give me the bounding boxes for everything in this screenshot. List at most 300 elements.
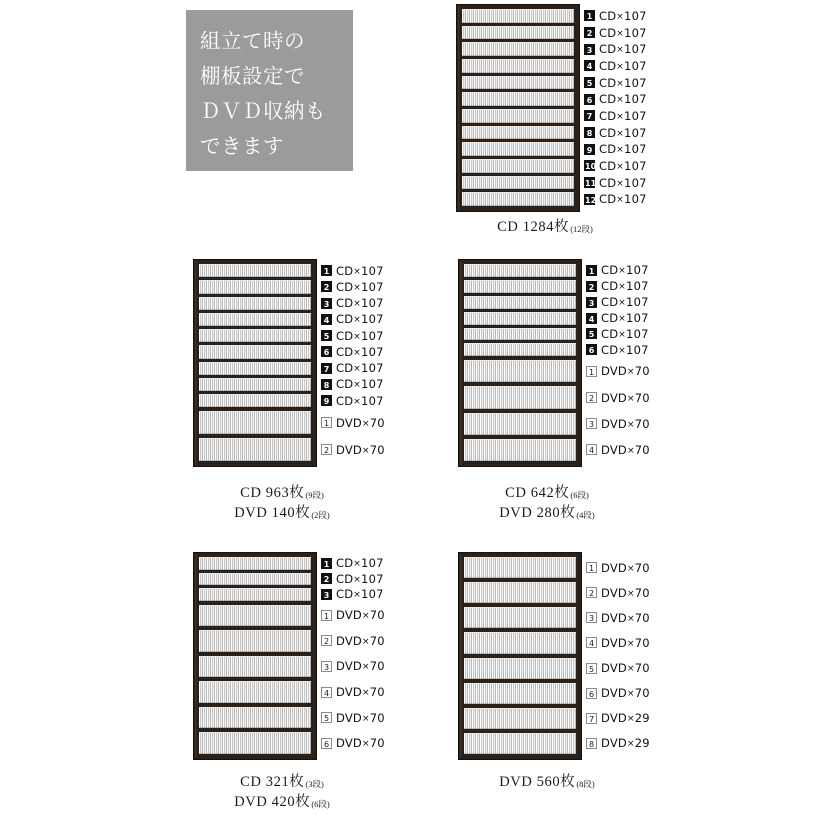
shelf-row-label (321, 264, 384, 278)
row-number-badge: 2 (584, 27, 595, 38)
row-number-badge: 10 (585, 162, 597, 172)
shelf-row-label (321, 556, 384, 570)
row-number-badge: 12 (585, 195, 597, 205)
media-type: DVD (336, 685, 362, 700)
media-type: CD (336, 393, 354, 408)
shelf-row-label (321, 329, 384, 343)
media-count: 107 (626, 342, 649, 357)
shelf-row-cd (462, 159, 574, 173)
row-number-badge: 8 (321, 379, 332, 390)
media-type: DVD (601, 560, 627, 575)
shelf-row-label (586, 661, 650, 675)
shelf-row-dvd (464, 582, 576, 603)
media-count: 107 (361, 279, 384, 294)
multiply-icon: × (616, 61, 625, 72)
row-number-badge: 3 (586, 418, 597, 429)
media-type: CD (599, 142, 617, 157)
shelf-row-cd (462, 192, 574, 206)
row-number-badge: 5 (586, 663, 597, 674)
media-count: 70 (634, 442, 650, 457)
row-number-badge: 5 (584, 77, 595, 88)
shelf-row-label (584, 192, 647, 206)
multiply-icon: × (361, 611, 370, 622)
note-line: ＤＶＤ収納も (200, 99, 326, 123)
media-count: 107 (624, 158, 647, 173)
row-number-badge: 3 (321, 298, 332, 309)
media-count: 107 (361, 312, 384, 327)
media-type: CD (599, 8, 617, 23)
row-capacity-text (336, 377, 384, 391)
media-type: DVD (601, 610, 627, 625)
row-number-badge: 1 (321, 417, 332, 428)
multiply-icon: × (353, 396, 362, 407)
shelf-row-cd (462, 76, 574, 90)
shelf-row-dvd (199, 411, 311, 434)
shelf-row-label (321, 711, 385, 725)
shelf-row-dvd (464, 632, 576, 653)
shelf-row-dvd (199, 605, 311, 627)
row-number-badge: 4 (586, 313, 597, 324)
row-capacity-text (599, 109, 647, 123)
row-capacity-text (336, 634, 385, 648)
row-capacity-text (601, 391, 650, 405)
media-type: CD (336, 279, 354, 294)
media-count: 107 (361, 377, 384, 392)
shelf-row-label (321, 377, 384, 391)
shelf-row-label (321, 634, 385, 648)
shelf-row-dvd (199, 630, 311, 652)
multiply-icon: × (353, 299, 362, 310)
multiply-icon: × (616, 145, 625, 156)
media-count: 107 (624, 25, 647, 40)
media-type: CD (599, 92, 617, 107)
row-capacity-text (599, 126, 647, 140)
shelf-row-cd (199, 573, 311, 586)
row-capacity-text (601, 561, 650, 575)
shelf-row-cd (199, 345, 311, 358)
media-type: DVD (601, 686, 627, 701)
shelf-row-label (321, 296, 384, 310)
shelf-row-label (584, 26, 647, 40)
caption-line (192, 504, 372, 524)
media-type: CD (599, 175, 617, 190)
shelf-row-label (586, 364, 650, 378)
media-count: 107 (361, 263, 384, 278)
row-number-badge: 9 (584, 144, 595, 155)
shelf-row-dvd (464, 683, 576, 704)
caption-tier-count: (2段) (311, 510, 330, 520)
shelf-diagram (456, 4, 674, 212)
multiply-icon: × (618, 345, 627, 356)
shelf-row-cd (199, 313, 311, 326)
shelf-unit (458, 552, 582, 760)
row-number-badge: 6 (584, 94, 595, 105)
shelf-row-label (584, 92, 647, 106)
media-count: 107 (624, 125, 647, 140)
media-type: CD (336, 263, 354, 278)
shelf-row-dvd (464, 413, 576, 435)
shelf-row-cd (464, 328, 576, 341)
media-count: 29 (634, 711, 650, 726)
media-type: CD (599, 25, 617, 40)
multiply-icon: × (626, 393, 635, 404)
row-capacity-text (601, 263, 649, 277)
row-number-badge: 6 (586, 344, 597, 355)
caption-line (457, 773, 637, 793)
media-type: DVD (336, 415, 362, 430)
caption-tier-count: (6段) (311, 799, 330, 809)
row-capacity-text (336, 685, 385, 699)
media-count: 107 (624, 192, 647, 207)
row-capacity-text (336, 296, 384, 310)
shelf-row-label (584, 76, 647, 90)
media-type: CD (599, 158, 617, 173)
row-capacity-text (336, 394, 384, 408)
media-type: DVD (601, 442, 627, 457)
media-type: DVD (601, 585, 627, 600)
shelf-diagram (458, 259, 676, 467)
row-capacity-text (599, 176, 647, 190)
shelf-row-dvd (199, 656, 311, 678)
row-number-badge: 5 (321, 712, 332, 723)
row-capacity-text (336, 556, 384, 570)
shelf-row-label (586, 295, 649, 309)
caption-total: DVD 140枚 (234, 505, 311, 521)
shelf-unit (193, 259, 317, 467)
media-type: DVD (336, 442, 362, 457)
shelf-row-cd (199, 394, 311, 407)
media-type: CD (336, 377, 354, 392)
shelf-row-label (321, 685, 385, 699)
caption-total: DVD 280枚 (499, 505, 576, 521)
media-count: 107 (361, 556, 384, 571)
row-capacity-text (336, 361, 384, 375)
multiply-icon: × (361, 445, 370, 456)
row-number-badge: 6 (321, 346, 332, 357)
row-capacity-text (336, 329, 384, 343)
media-count: 70 (634, 416, 650, 431)
media-type: CD (601, 279, 619, 294)
row-number-badge: 2 (321, 281, 332, 292)
shelf-diagram (458, 552, 676, 760)
shelf-row-label (586, 736, 650, 750)
multiply-icon: × (361, 662, 370, 673)
note-line: 組立て時の (200, 29, 305, 53)
caption-tier-count: (9段) (305, 490, 324, 500)
shelf-row-label (321, 608, 385, 622)
multiply-icon: × (616, 95, 625, 106)
row-number-badge: 6 (321, 738, 332, 749)
row-number-badge: 4 (321, 687, 332, 698)
media-count: 70 (369, 608, 385, 623)
media-type: CD (601, 326, 619, 341)
row-capacity-text (601, 686, 650, 700)
multiply-icon: × (626, 419, 635, 430)
shelf-row-cd (199, 264, 311, 277)
shelf-row-cd (462, 26, 574, 40)
media-type: CD (336, 361, 354, 376)
multiply-icon: × (616, 128, 625, 139)
media-count: 70 (634, 585, 650, 600)
shelf-row-cd (199, 378, 311, 391)
multiply-icon: × (616, 195, 625, 206)
shelf-row-dvd (464, 557, 576, 578)
shelf-row-label (584, 59, 647, 73)
media-type: CD (599, 58, 617, 73)
shelf-row-label (321, 312, 384, 326)
shelf-row-label (586, 343, 649, 357)
shelf-row-label (321, 416, 385, 430)
media-count: 107 (626, 263, 649, 278)
shelf-row-cd (199, 362, 311, 375)
diagram-caption (192, 773, 372, 813)
media-count: 70 (634, 686, 650, 701)
media-count: 70 (634, 560, 650, 575)
shelf-row-dvd (199, 732, 311, 754)
media-count: 70 (369, 736, 385, 751)
media-count: 107 (361, 361, 384, 376)
shelf-diagram (193, 259, 411, 467)
shelf-row-dvd (464, 708, 576, 729)
media-type: CD (599, 75, 617, 90)
diagram-caption (455, 218, 635, 238)
media-type: DVD (601, 364, 627, 379)
shelf-row-cd (464, 280, 576, 293)
shelf-row-label (586, 711, 650, 725)
shelf-row-cd (199, 557, 311, 570)
row-number-badge: 8 (586, 738, 597, 749)
caption-line (192, 793, 372, 813)
row-number-badge: 7 (584, 110, 595, 121)
media-type: DVD (336, 633, 362, 648)
shelf-row-cd (462, 142, 574, 156)
caption-total: CD 963枚 (240, 485, 305, 501)
shelf-row-label (584, 9, 647, 23)
row-capacity-text (336, 587, 384, 601)
row-capacity-text (599, 76, 647, 90)
caption-tier-count: (3段) (305, 779, 324, 789)
media-count: 70 (634, 390, 650, 405)
multiply-icon: × (618, 298, 627, 309)
media-type: CD (336, 587, 354, 602)
multiply-icon: × (626, 689, 635, 700)
multiply-icon: × (618, 329, 627, 340)
shelf-row-label (584, 126, 647, 140)
row-capacity-text (601, 736, 650, 750)
shelf-row-cd (199, 588, 311, 601)
shelf-row-label (586, 263, 649, 277)
media-count: 70 (369, 442, 385, 457)
media-count: 70 (369, 685, 385, 700)
row-number-badge: 2 (586, 392, 597, 403)
shelf-row-label (586, 311, 649, 325)
media-count: 107 (361, 571, 384, 586)
multiply-icon: × (353, 266, 362, 277)
row-number-badge: 3 (321, 589, 332, 600)
multiply-icon: × (361, 739, 370, 750)
row-capacity-text (336, 416, 385, 430)
row-capacity-text (336, 572, 384, 586)
row-capacity-text (601, 417, 650, 431)
multiply-icon: × (353, 315, 362, 326)
caption-line (192, 484, 372, 504)
caption-tier-count: (12段) (570, 224, 593, 234)
media-count: 107 (626, 295, 649, 310)
row-capacity-text (336, 608, 385, 622)
media-type: CD (599, 42, 617, 57)
shelf-row-dvd (464, 658, 576, 679)
media-type: DVD (601, 711, 627, 726)
multiply-icon: × (616, 45, 625, 56)
assembly-note-callout (186, 10, 353, 171)
media-type: DVD (601, 736, 627, 751)
row-number-badge: 7 (586, 713, 597, 724)
caption-total: CD 642枚 (505, 485, 570, 501)
row-capacity-text (601, 711, 650, 725)
caption-line (455, 218, 635, 238)
media-count: 107 (624, 75, 647, 90)
media-count: 70 (634, 364, 650, 379)
diagram-caption (457, 773, 637, 793)
shelf-row-dvd (464, 733, 576, 754)
multiply-icon: × (616, 78, 625, 89)
shelf-row-cd (199, 280, 311, 293)
media-count: 107 (361, 296, 384, 311)
row-capacity-text (336, 711, 385, 725)
row-number-badge: 4 (584, 60, 595, 71)
multiply-icon: × (626, 563, 635, 574)
caption-total: DVD 560枚 (499, 774, 576, 790)
caption-total: CD 1284枚 (497, 219, 570, 235)
row-capacity-text (599, 42, 647, 56)
row-capacity-text (336, 659, 385, 673)
shelf-row-cd (199, 297, 311, 310)
shelf-row-label (586, 686, 650, 700)
media-count: 107 (624, 58, 647, 73)
shelf-row-cd (462, 59, 574, 73)
media-count: 107 (626, 326, 649, 341)
shelf-row-label (584, 176, 647, 190)
media-count: 107 (361, 393, 384, 408)
media-type: CD (336, 328, 354, 343)
row-capacity-text (601, 661, 650, 675)
media-type: CD (601, 295, 619, 310)
row-capacity-text (601, 295, 649, 309)
multiply-icon: × (353, 559, 362, 570)
shelf-row-label (321, 361, 384, 375)
media-type: CD (599, 108, 617, 123)
shelf-row-label (586, 561, 650, 575)
row-capacity-text (601, 279, 649, 293)
media-count: 107 (361, 344, 384, 359)
media-type: DVD (336, 710, 362, 725)
shelf-row-cd (199, 329, 311, 342)
row-capacity-text (601, 586, 650, 600)
shelf-row-label (584, 159, 647, 173)
media-count: 107 (624, 92, 647, 107)
caption-line (192, 773, 372, 793)
multiply-icon: × (618, 282, 627, 293)
shelf-row-label (584, 42, 647, 56)
shelf-row-label (586, 443, 650, 457)
multiply-icon: × (618, 314, 627, 325)
row-capacity-text (336, 345, 384, 359)
media-count: 70 (634, 635, 650, 650)
media-type: DVD (601, 661, 627, 676)
row-number-badge: 1 (321, 610, 332, 621)
media-type: CD (336, 344, 354, 359)
media-type: CD (601, 311, 619, 326)
shelf-row-label (586, 391, 650, 405)
shelf-unit (193, 552, 317, 760)
shelf-row-label (586, 611, 650, 625)
shelf-row-cd (462, 109, 574, 123)
shelf-row-cd (464, 312, 576, 325)
shelf-row-label (584, 142, 647, 156)
row-capacity-text (599, 59, 647, 73)
media-count: 70 (369, 659, 385, 674)
row-number-badge: 1 (586, 562, 597, 573)
caption-tier-count: (8段) (576, 779, 595, 789)
diagram-caption (457, 484, 637, 524)
multiply-icon: × (361, 688, 370, 699)
row-number-badge: 2 (321, 444, 332, 455)
shelf-row-dvd (199, 707, 311, 729)
multiply-icon: × (361, 636, 370, 647)
multiply-icon: × (626, 739, 635, 750)
multiply-icon: × (618, 266, 627, 277)
caption-tier-count: (4段) (576, 510, 595, 520)
row-capacity-text (599, 159, 647, 173)
shelf-row-label (321, 572, 384, 586)
shelf-row-label (321, 280, 384, 294)
row-number-badge: 3 (321, 661, 332, 672)
shelf-unit (456, 4, 580, 212)
row-number-badge: 5 (586, 328, 597, 339)
row-number-badge: 3 (586, 612, 597, 623)
multiply-icon: × (616, 28, 625, 39)
row-capacity-text (336, 443, 385, 457)
shelf-row-dvd (464, 607, 576, 628)
row-capacity-text (599, 142, 647, 156)
media-count: 107 (361, 328, 384, 343)
media-count: 29 (634, 736, 650, 751)
shelf-row-label (586, 417, 650, 431)
multiply-icon: × (626, 588, 635, 599)
multiply-icon: × (353, 574, 362, 585)
media-type: CD (601, 263, 619, 278)
shelf-row-label (321, 443, 385, 457)
multiply-icon: × (361, 713, 370, 724)
media-count: 70 (634, 661, 650, 676)
row-number-badge: 1 (321, 558, 332, 569)
shelf-row-label (321, 736, 385, 750)
media-count: 107 (626, 279, 649, 294)
row-number-badge: 4 (586, 444, 597, 455)
row-capacity-text (601, 343, 649, 357)
media-count: 70 (369, 710, 385, 725)
multiply-icon: × (626, 638, 635, 649)
media-type: DVD (336, 608, 362, 623)
multiply-icon: × (626, 664, 635, 675)
row-number-badge: 1 (584, 10, 595, 21)
shelf-row-label (586, 327, 649, 341)
row-capacity-text (336, 736, 385, 750)
note-line: 棚板設定で (200, 64, 305, 88)
media-type: DVD (336, 736, 362, 751)
media-count: 70 (634, 610, 650, 625)
shelf-row-label (321, 394, 384, 408)
